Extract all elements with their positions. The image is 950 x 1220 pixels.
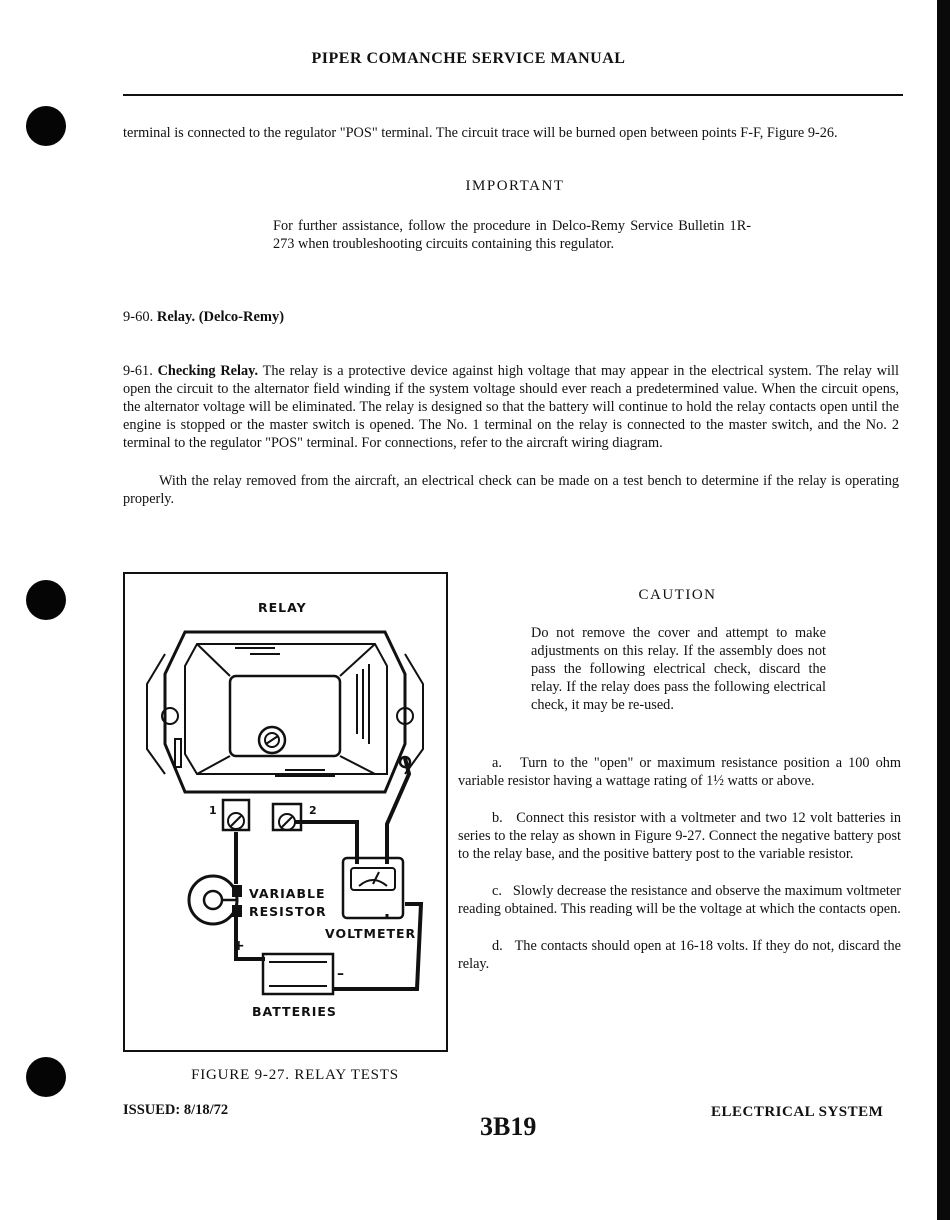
important-title: IMPORTANT [465, 178, 565, 194]
section-9-61-title: Checking Relay. [157, 363, 259, 379]
figure-battery-plus: + [233, 938, 246, 954]
step-a-text: Turn to the "open" or maximum resistance position a 100 ohm variable resistor having a wattage rating of 1½ watts or above. [458, 755, 901, 789]
intro-paragraph: terminal is connected to the regulator "POS" terminal. The circuit trace will be burned open between points F-F, Figure 9-26. [123, 125, 838, 141]
footer-issued: ISSUED: 8/18/72 [123, 1102, 229, 1118]
section-9-61-number: 9-61. [123, 363, 153, 379]
step-d [458, 937, 901, 973]
section-9-60-heading [123, 309, 284, 326]
figure-label-resistor: RESISTOR [249, 904, 327, 919]
figure-battery-minus: – [337, 966, 345, 982]
section-9-61-text-2: With the relay removed from the aircraft, an electrical check can be made on a test bench to determine if the relay is operating properly. [123, 473, 899, 507]
step-c-text: Slowly decrease the resistance and observe the maximum voltmeter reading obtained. This reading will be the voltage at which the contacts open. [458, 883, 901, 917]
footer-page-number: 3B19 [480, 1112, 537, 1141]
step-c-letter: c. [492, 883, 502, 899]
step-b-letter: b. [492, 810, 503, 826]
footer-section: ELECTRICAL SYSTEM [711, 1104, 884, 1120]
step-b-text: Connect this resistor with a voltmeter and two 12 volt batteries in series to the relay as shown in Figure 9-27. Connect the negative battery post to the relay base, and the positive battery post to the variable resistor. [458, 810, 901, 862]
figure-caption: FIGURE 9-27. RELAY TESTS [191, 1067, 399, 1083]
figure-terminal-2: 2 [309, 804, 318, 817]
section-9-60-title: Relay. (Delco-Remy) [156, 309, 285, 325]
header-rule [123, 94, 903, 96]
step-a [458, 754, 901, 790]
page-header: PIPER COMANCHE SERVICE MANUAL [311, 50, 626, 67]
important-text: For further assistance, follow the procedure in Delco-Remy Service Bulletin 1R-273 when troubleshooting circuits containing this regulator. [273, 218, 751, 252]
caution-text: Do not remove the cover and attempt to make adjustments on this relay. If the assembly does not pass the following electrical check, discard the relay. If the relay does pass the following electrical check, it may be re-used. [531, 625, 826, 713]
terminal-1-block [223, 800, 249, 830]
punch-hole-1 [26, 106, 66, 146]
figure-label-relay: RELAY [258, 600, 307, 615]
step-c [458, 882, 901, 918]
section-9-60-number: 9-60. [123, 309, 154, 325]
punch-hole-3 [26, 1057, 66, 1097]
section-9-61-paragraph-2 [123, 472, 899, 508]
left-flange-slot [175, 739, 181, 767]
punch-hole-2 [26, 580, 66, 620]
figure-label-batteries: BATTERIES [252, 1004, 337, 1019]
step-d-letter: d. [492, 938, 503, 954]
step-d-text: The contacts should open at 16-18 volts. If they do not, discard the relay. [458, 938, 901, 972]
battery-body [263, 954, 333, 994]
step-b [458, 809, 901, 863]
section-9-61-paragraph [123, 362, 899, 452]
relay-test-diagram [125, 574, 446, 1050]
page-edge-bar [937, 0, 950, 1220]
figure-terminal-1: 1 [209, 804, 218, 817]
section-9-61-text: The relay is a protective device against high voltage that may appear in the electrical system. The relay will open the circuit to the alternator field winding if the system voltage should ever reach a predetermined value. When the circuit opens, the alternator voltage will be eliminated. The relay is designed so that the battery will continue to hold the relay contacts open until the engine is stopped or the master switch is opened. The No. 1 terminal on the relay is connected to the master switch, and the No. 2 terminal to the regulator "POS" terminal. For connections, refer to the aircraft wiring diagram. [123, 363, 899, 451]
terminal-2-block [273, 804, 301, 830]
caution-title: CAUTION [638, 587, 717, 603]
step-a-letter: a. [492, 755, 502, 771]
relay-right-flange [405, 654, 423, 774]
figure-label-variable: VARIABLE [249, 886, 326, 901]
figure-relay-tests [123, 572, 448, 1052]
figure-label-voltmeter: VOLTMETER [325, 926, 417, 941]
